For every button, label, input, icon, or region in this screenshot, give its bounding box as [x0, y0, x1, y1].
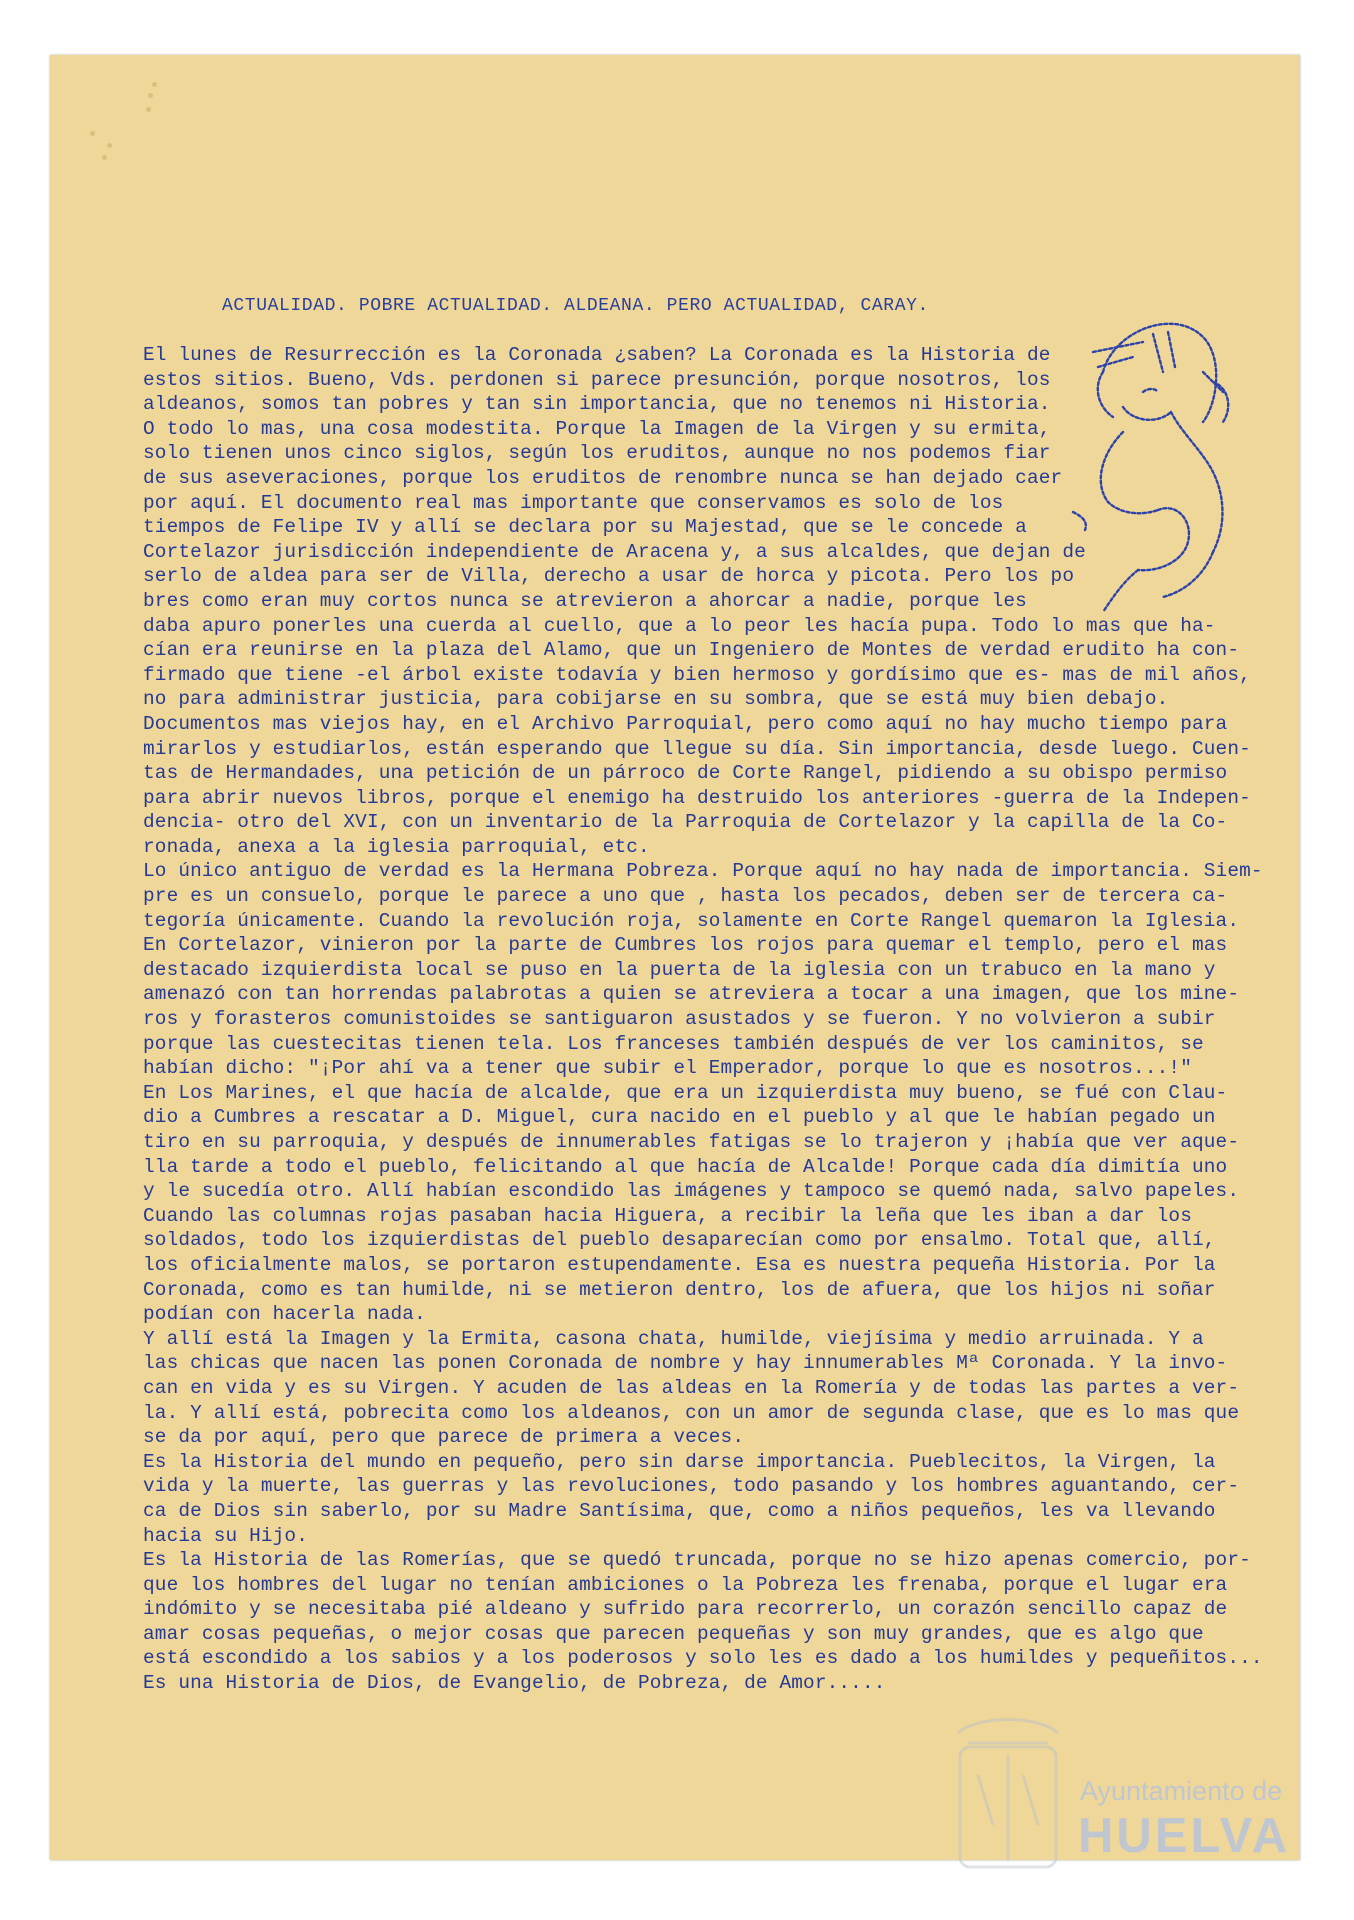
text-line: El lunes de Resurrección es la Coronada ¿saben? La Coronada es la Historia de	[143, 344, 1051, 366]
text-line: los oficialmente malos, se portaron estupendamente. Esa es nuestra pequeña Historia. Por la	[143, 1253, 1216, 1276]
text-line: O todo lo mas, una cosa modestita. Porque la Imagen de la Virgen y su ermita,	[143, 417, 1051, 440]
text-line: Es la Historia de las Romerías, que se quedó truncada, porque no se hizo apenas comercio, por-	[143, 1549, 1251, 1572]
text-line: bres como eran muy cortos nunca se atrevieron a ahorcar a nadie, porque les	[143, 589, 1027, 612]
text-line: para abrir nuevos libros, porque el enemigo ha destruido los anteriores -guerra de la Indepen-	[143, 786, 1251, 809]
text-line: no para administrar justicia, para cobijarse en su sombra, que se está muy bien debajo.	[143, 688, 1169, 711]
text-line: daba apuro ponerles una cuerda al cuello, que a lo peor les hacía pupa. Todo lo mas que ha-	[143, 614, 1216, 637]
text-line: y le sucedía otro. Allí habían escondido las imágenes y tampoco se quemó nada, salvo papeles.	[143, 1180, 1240, 1203]
text-line: que los hombres del lugar no tenían ambiciones o la Pobreza les frenaba, porque el lugar era	[143, 1573, 1228, 1596]
text-line: dencia- otro del XVI, con un inventario de la Parroquia de Cortelazor y la capilla de la Co-	[143, 811, 1228, 834]
text-line: vida y la muerte, las guerras y las revoluciones, todo pasando y los hombres aguantando, cer-	[143, 1475, 1240, 1498]
text-line: Coronada, como es tan humilde, ni se metieron dentro, los de afuera, que los hijos ni soñar	[143, 1278, 1216, 1301]
text-line: Es la Historia del mundo en pequeño, pero sin darse importancia. Pueblecitos, la Virgen, la	[143, 1450, 1216, 1473]
text-line: destacado izquierdista local se puso en la puerta de la iglesia con un trabuco en la mano y	[143, 958, 1216, 981]
text-line: ros y forasteros comunistoides se santiguaron asustados y se fueron. Y no volvieron a subir	[143, 1008, 1216, 1031]
text-line: lla tarde a todo el pueblo, felicitando al que hacía de Alcalde! Porque cada día dimitía uno	[143, 1155, 1228, 1178]
text-line: Lo único antiguo de verdad es la Hermana Pobreza. Porque aquí no hay nada de importancia. Siem-	[143, 860, 1263, 883]
text-line: por aquí. El documento real mas importante que conservamos es solo de los	[143, 491, 1004, 514]
text-line: podían con hacerla nada.	[143, 1303, 426, 1326]
text-line: hacia su Hijo.	[143, 1524, 309, 1547]
text-line: solo tienen unos cinco siglos, según los eruditos, aunque no nos podemos fiar	[143, 442, 1051, 465]
document-title: ACTUALIDAD. POBRE ACTUALIDAD. ALDEANA. PERO ACTUALIDAD, CARAY.	[222, 296, 929, 316]
text-line: ronada, anexa a la iglesia parroquial, etc.	[143, 835, 650, 858]
text-line: pre es un consuelo, porque le parece a uno que , hasta los pecados, deben ser de tercera ca-	[143, 885, 1228, 908]
text-line: está escondido a los sabios y a los poderosos y solo les es dado a los humildes y pequeñitos...	[143, 1647, 1263, 1670]
text-line: de sus aseveraciones, porque los eruditos de renombre nunca se han dejado caer	[143, 466, 1063, 489]
text-line: estos sitios. Bueno, Vds. perdonen si parece presunción, porque nosotros, los	[143, 368, 1051, 391]
text-line: aldeanos, somos tan pobres y tan sin importancia, que no tenemos ni Historia.	[143, 393, 1051, 416]
text-line: tas de Hermandades, una petición de un párroco de Corte Rangel, pidiendo a su obispo permiso	[143, 762, 1228, 785]
text-line: Es una Historia de Dios, de Evangelio, de Pobreza, de Amor.....	[143, 1672, 886, 1695]
text-line: En Los Marines, el que hacía de alcalde, que era un izquierdista muy bueno, se fué con Clau-	[143, 1081, 1228, 1104]
text-line: cían era reunirse en la plaza del Alamo, que un Ingeniero de Montes de verdad erudito ha con-	[143, 639, 1240, 662]
text-line: habían dicho: "¡Por ahí va a tener que subir el Emperador, porque lo que es nosotros...!"	[143, 1057, 1192, 1080]
text-line: tegoría únicamente. Cuando la revolución roja, solamente en Corte Rangel quemaron la Iglesia.	[143, 909, 1240, 932]
text-line: tiro en su parroquia, y después de innumerables fatigas se lo trajeron y ¡había que ver aque-	[143, 1131, 1240, 1153]
text-line: amenazó con tan horrendas palabrotas a quien se atreviera a tocar a una imagen, que los mine-	[143, 983, 1240, 1006]
text-line: firmado que tiene -el árbol existe todavía y bien hermoso y gordísimo que es- mas de mil años,	[143, 663, 1251, 686]
text-line: can en vida y es su Virgen. Y acuden de las aldeas en la Romería y de todas las partes a ver-	[143, 1376, 1240, 1399]
text-line: Y allí está la Imagen y la Ermita, casona chata, humilde, viejísima y medio arruinada. Y a	[143, 1327, 1204, 1350]
watermark-subtitle: Ayuntamiento de	[1080, 1776, 1283, 1806]
watermark-name: HUELVA	[1078, 1809, 1291, 1863]
text-line: las chicas que nacen las ponen Coronada de nombre y hay innumerables Mª Coronada. Y la invo-	[143, 1352, 1228, 1375]
text-line: se da por aquí, pero que parece de primera a veces.	[143, 1426, 745, 1449]
text-line: porque las cuestecitas tienen tela. Los franceses también después de ver los caminitos, se	[143, 1032, 1204, 1055]
text-line: indómito y se necesitaba pié aldeano y sufrido para recorrerlo, un corazón sencillo capaz de	[143, 1598, 1228, 1621]
text-line: Cuando las columnas rojas pasaban hacia Higuera, a recibir la leña que les iban a dar los	[143, 1204, 1192, 1227]
text-line: soldados, todo los izquierdistas del pueblo desaparecían como por ensalmo. Total que, allí,	[143, 1229, 1216, 1252]
text-line: tiempos de Felipe IV y allí se declara por su Majestad, que se le concede a	[143, 516, 1027, 539]
text-line: mirarlos y estudiarlos, están esperando que llegue su día. Sin importancia, desde luego. Cuen-	[143, 737, 1251, 760]
text-line: amar cosas pequeñas, o mejor cosas que parecen pequeñas y son muy grandes, que es algo que	[143, 1622, 1204, 1645]
text-line: dio a Cumbres a rescatar a D. Miguel, cura nacido en el pueblo y al que le habían pegado un	[143, 1106, 1216, 1129]
child-sketch-illustration	[1063, 312, 1243, 622]
text-line: En Cortelazor, vinieron por la parte de Cumbres los rojos para quemar el templo, pero el mas	[143, 934, 1228, 957]
text-line: serlo de aldea para ser de Villa, derecho a usar de horca y picota. Pero los po	[143, 565, 1075, 588]
text-line: Cortelazor jurisdicción independiente de Aracena y, a sus alcaldes, que dejan de	[143, 540, 1086, 563]
text-line: la. Y allí está, pobrecita como los aldeanos, con un amor de segunda clase, que es lo mas que	[143, 1401, 1240, 1424]
text-line: Documentos mas viejos hay, en el Archivo Parroquial, pero como aquí no hay mucho tiempo para	[143, 712, 1228, 735]
text-line: ca de Dios sin saberlo, por su Madre Santísima, que, como a niños pequeños, les va llevando	[143, 1499, 1216, 1522]
